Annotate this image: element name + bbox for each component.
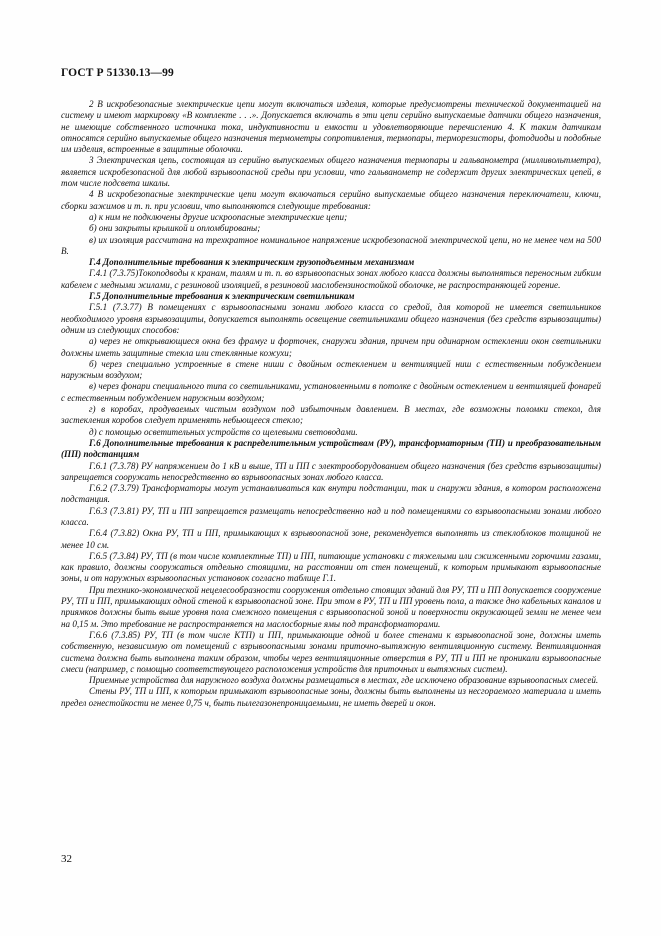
list-item: а) через не открывающиеся окна без фрамуг и форточек, снаружи здания, причем при одинарном остеклении окон светильники должны иметь защитные стекла или стеклянные кожухи; bbox=[61, 336, 601, 358]
paragraph: При технико-экономической нецелесообразности сооружения отдельно стоящих зданий для РУ, ТП и ПП допускается сооружение РУ, ТП и ПП, примыкающих одной стеной к взрывоопасной зоне. При этом в РУ, ТП и ПП уровень пола, а также дно кабельных каналов и приямков должны быть выше уровня пола смежного помещения с взрывоопасной зоной и поверхности окружающей земли не менее чем на 0,15 м. Это требование не распространяется на маслосборные ямы под трансформаторами. bbox=[61, 584, 601, 629]
paragraph-note-2: 2 В искробезопасные электрические цепи могут включаться изделия, которые предусмотрены технической документацией на систему и имеют маркировку «В комплекте . . .». Допускается включать в эти цепи серийно выпускаемые датчики общего назначения, не имеющие собственного источника тока, индуктивности и емкости и удовлетворяющие перечислению 4. К таким датчикам относятся серийно выпускаемые общего назначения термометры сопротивления, термопары, терморезисторы, фотодиоды и подобные им изделия, встроенные в защитные оболочки. bbox=[61, 99, 601, 155]
paragraph-note-3: 3 Электрическая цепь, состоящая из серийно выпускаемых общего назначения термопары и гальванометра (милливольтметра), является искробезопасной для любой взрывоопасной среды при условии, что гальванометр не содержит других электрических цепей, в том числе подсвета шкалы. bbox=[61, 155, 601, 189]
section-heading-g4: Г.4 Дополнительные требования к электрическим грузоподъемным механизмам bbox=[89, 257, 415, 268]
section-heading-g5: Г.5 Дополнительные требования к электрическим светильникам bbox=[89, 291, 355, 302]
clause-g6-6: Г.6.6 (7.3.85) РУ, ТП (в том числе КТП) и ПП, примыкающие одной и более стенами к взрывоопасной зоне, должны иметь собственную, независимую от помещений с взрывоопасными зонами приточно-вытяжную вентиляционную систему. Вентиляционная система должна быть выполнена таким образом, чтобы через вентиляционные отверстия в РУ, ТП и ПП не проникали взрывоопасные смеси (например, с помощью соответствующего расположения устройств для приточных и вытяжных систем). bbox=[61, 629, 601, 674]
page-number: 32 bbox=[61, 853, 72, 865]
section-heading-g6: Г.6 Дополнительные требования к распределительным устройствам (РУ), трансформаторным (ТП) и преобразовательным (ПП) подстанциям bbox=[61, 437, 601, 460]
page-header: ГОСТ Р 51330.13—99 bbox=[61, 67, 174, 79]
list-item: в) их изоляция рассчитана на трехкратное номинальное напряжение искробезопасной электрической цепи, но не менее чем на 500 В. bbox=[61, 234, 601, 256]
list-item: в) через фонари специального типа со светильниками, установленными в потолке с двойным остеклением и вентиляцией фонарей с естественным побуждением наружным воздухом; bbox=[61, 381, 601, 403]
clause-g6-2: Г.6.2 (7.3.79) Трансформаторы могут устанавливаться как внутри подстанции, так и снаружи здания, в котором расположена подстанция. bbox=[61, 483, 601, 505]
paragraph-note-4: 4 В искробезопасные электрические цепи могут включаться серийно выпускаемые общего назначения переключатели, ключи, сборки зажимов и т. п. при условии, что выполняются следующие требования: bbox=[61, 189, 601, 211]
body-text bbox=[61, 99, 601, 709]
list-item: г) в коробах, продуваемых чистым воздухом под избыточным давлением. В местах, где возможны поломки стекол, для застекления коробов следует применять небьющееся стекло; bbox=[61, 404, 601, 426]
clause-g4-1: Г.4.1 (7.3.75)Токоподводы к кранам, талям и т. п. во взрывоопасных зонах любого класса должны выполняться переносным гибким кабелем с медными жилами, с резиновой изоляцией, в резиновой маслобензиностойкой оболочке, не распространяющей горение. bbox=[61, 268, 601, 290]
list-item: д) с помощью осветительных устройств со щелевыми световодами. bbox=[89, 426, 358, 437]
clause-g6-1: Г.6.1 (7.3.78) РУ напряжением до 1 кВ и выше, ТП и ПП с электрооборудованием общего назначения (без средств взрывозащиты) запрещается сооружать непосредственно во взрывоопасных зонах любого класса. bbox=[61, 460, 601, 482]
clause-g6-5: Г.6.5 (7.3.84) РУ, ТП (в том числе комплектные ТП) и ПП, питающие установки с тяжелыми или сжиженными горючими газами, как правило, должны сооружаться отдельно стоящими, на расстоянии от стен помещений, к которым примыкают взрывоопасные зоны, и от наружных взрывоопасных установок согласно таблице Г.1. bbox=[61, 550, 601, 584]
paragraph: Приемные устройства для наружного воздуха должны размещаться в местах, где исключено образование взрывоопасных смесей. bbox=[89, 675, 599, 686]
clause-g5-1: Г.5.1 (7.3.77) В помещениях с взрывоопасными зонами любого класса со средой, для которой не имеется светильников необходимого уровня взрывозащиты, допускается выполнять освещение светильниками общего назначения (без средств взрывозащиты) одним из следующих способов: bbox=[61, 302, 601, 335]
list-item: а) к ним не подключены другие искроопасные электрические цепи; bbox=[89, 211, 348, 222]
clause-g6-3: Г.6.3 (7.3.81) РУ, ТП и ПП запрещается размещать непосредственно над и под помещениями со взрывоопасными зонами любого класса. bbox=[61, 505, 601, 527]
paragraph: Стены РУ, ТП и ПП, к которым примыкают взрывоопасные зоны, должны быть выполнены из несгораемого материала и иметь предел огнестойкости не менее 0,75 ч, быть пылегазонепроницаемыми, не иметь дверей и окон. bbox=[61, 686, 601, 708]
list-item: б) через специально устроенные в стене ниши с двойным остеклением и вентиляцией ниш с естественным побуждением наружным воздухом; bbox=[61, 358, 601, 381]
clause-g6-4: Г.6.4 (7.3.82) Окна РУ, ТП и ПП, примыкающих к взрывоопасной зоне, рекомендуется выполнять из стеклоблоков толщиной не менее 10 см. bbox=[61, 528, 601, 550]
list-item: б) они закрыты крышкой и опломбированы; bbox=[89, 223, 261, 234]
